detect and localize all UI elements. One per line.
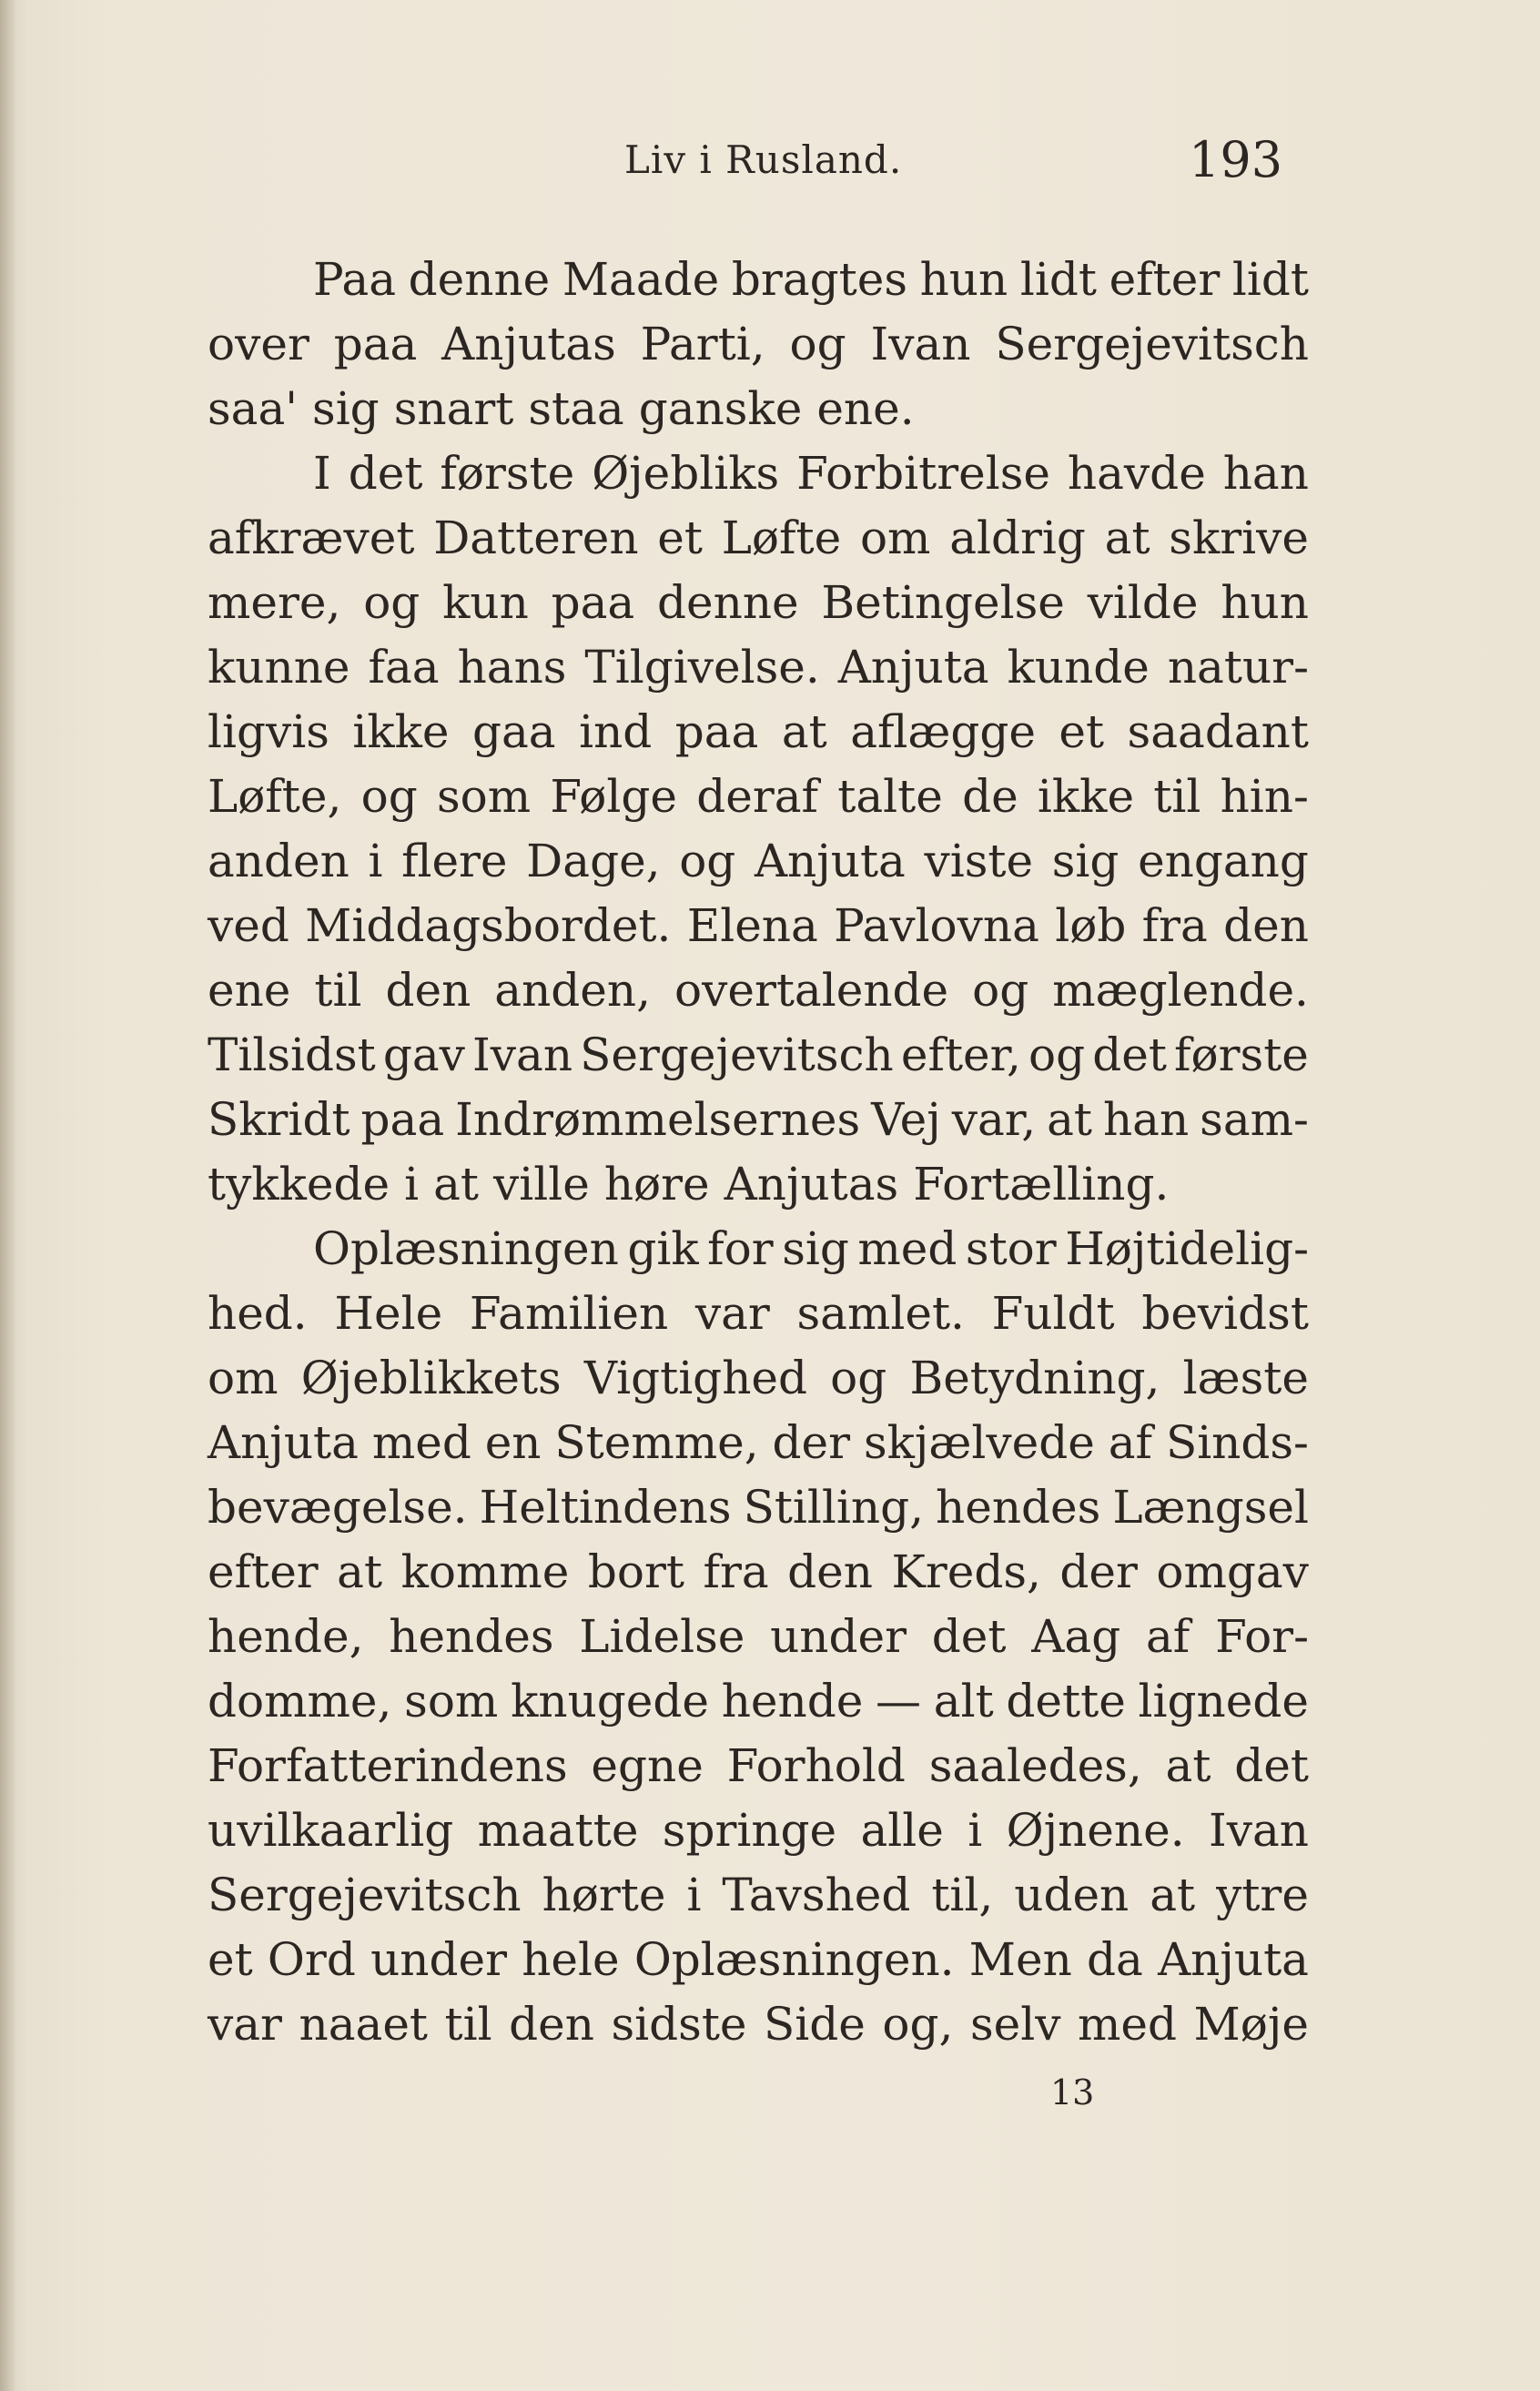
text-line: bevægelse. Heltindens Stilling, hendes Længsel xyxy=(208,1481,1309,1534)
text-line: ligvis ikke gaa ind paa at aflægge et saadant xyxy=(208,705,1309,758)
text-line: om Øjeblikkets Vigtighed og Betydning, læste xyxy=(208,1352,1309,1404)
text-line: var naaet til den sidste Side og, selv med Møje xyxy=(208,1998,1309,2051)
text-line: tykkede i at ville høre Anjutas Fortælling. xyxy=(208,1158,1170,1211)
text-line: kunne faa hans Tilgivelse. Anjuta kunde natur- xyxy=(208,641,1309,694)
signature-mark: 13 xyxy=(1050,2072,1095,2112)
text-line: afkrævet Datteren et Løfte om aldrig at skrive xyxy=(208,512,1309,564)
text-line: Anjuta med en Stemme, der skjælvede af Sinds- xyxy=(208,1416,1309,1469)
text-line: Tilsidst gav Ivan Sergejevitsch efter, og det første xyxy=(208,1028,1309,1081)
text-line: Sergejevitsch hørte i Tavshed til, uden at ytre xyxy=(208,1869,1309,1921)
text-line: Oplæsningen gik for sig med stor Højtidelig- xyxy=(313,1222,1309,1275)
text-line: mere, og kun paa denne Betingelse vilde hun xyxy=(208,576,1309,629)
text-line: Løfte, og som Følge deraf talte de ikke til hin- xyxy=(208,770,1309,823)
text-line: uvilkaarlig maatte springe alle i Øjnene. Ivan xyxy=(208,1804,1309,1857)
text-line: efter at komme bort fra den Kreds, der omgav xyxy=(208,1545,1309,1598)
text-line: over paa Anjutas Parti, og Ivan Sergejevitsch xyxy=(208,318,1309,370)
text-line: hed. Hele Familien var samlet. Fuldt bevidst xyxy=(208,1287,1309,1340)
body-text xyxy=(208,248,1309,2057)
text-line: hende, hendes Lidelse under det Aag af For- xyxy=(208,1610,1309,1663)
text-line: ved Middagsbordet. Elena Pavlovna løb fra den xyxy=(208,899,1309,952)
binding-edge xyxy=(0,0,16,2391)
text-line: I det første Øjebliks Forbitrelse havde han xyxy=(313,447,1309,500)
running-title: Liv i Rusland. xyxy=(624,137,903,182)
text-line: saa' sig snart staa ganske ene. xyxy=(208,382,915,435)
page-number: 193 xyxy=(1189,131,1283,188)
text-line: domme, som knugede hende — alt dette lignede xyxy=(208,1675,1309,1727)
text-line: anden i flere Dage, og Anjuta viste sig engang xyxy=(208,835,1309,887)
text-line: ene til den anden, overtalende og mæglende. xyxy=(208,964,1309,1017)
text-line: Forfatterindens egne Forhold saaledes, at det xyxy=(208,1739,1309,1792)
text-line: Skridt paa Indrømmelsernes Vej var, at han sam- xyxy=(208,1093,1309,1146)
text-line: et Ord under hele Oplæsningen. Men da Anjuta xyxy=(208,1933,1309,1986)
text-line: Paa denne Maade bragtes hun lidt efter lidt xyxy=(313,253,1309,306)
